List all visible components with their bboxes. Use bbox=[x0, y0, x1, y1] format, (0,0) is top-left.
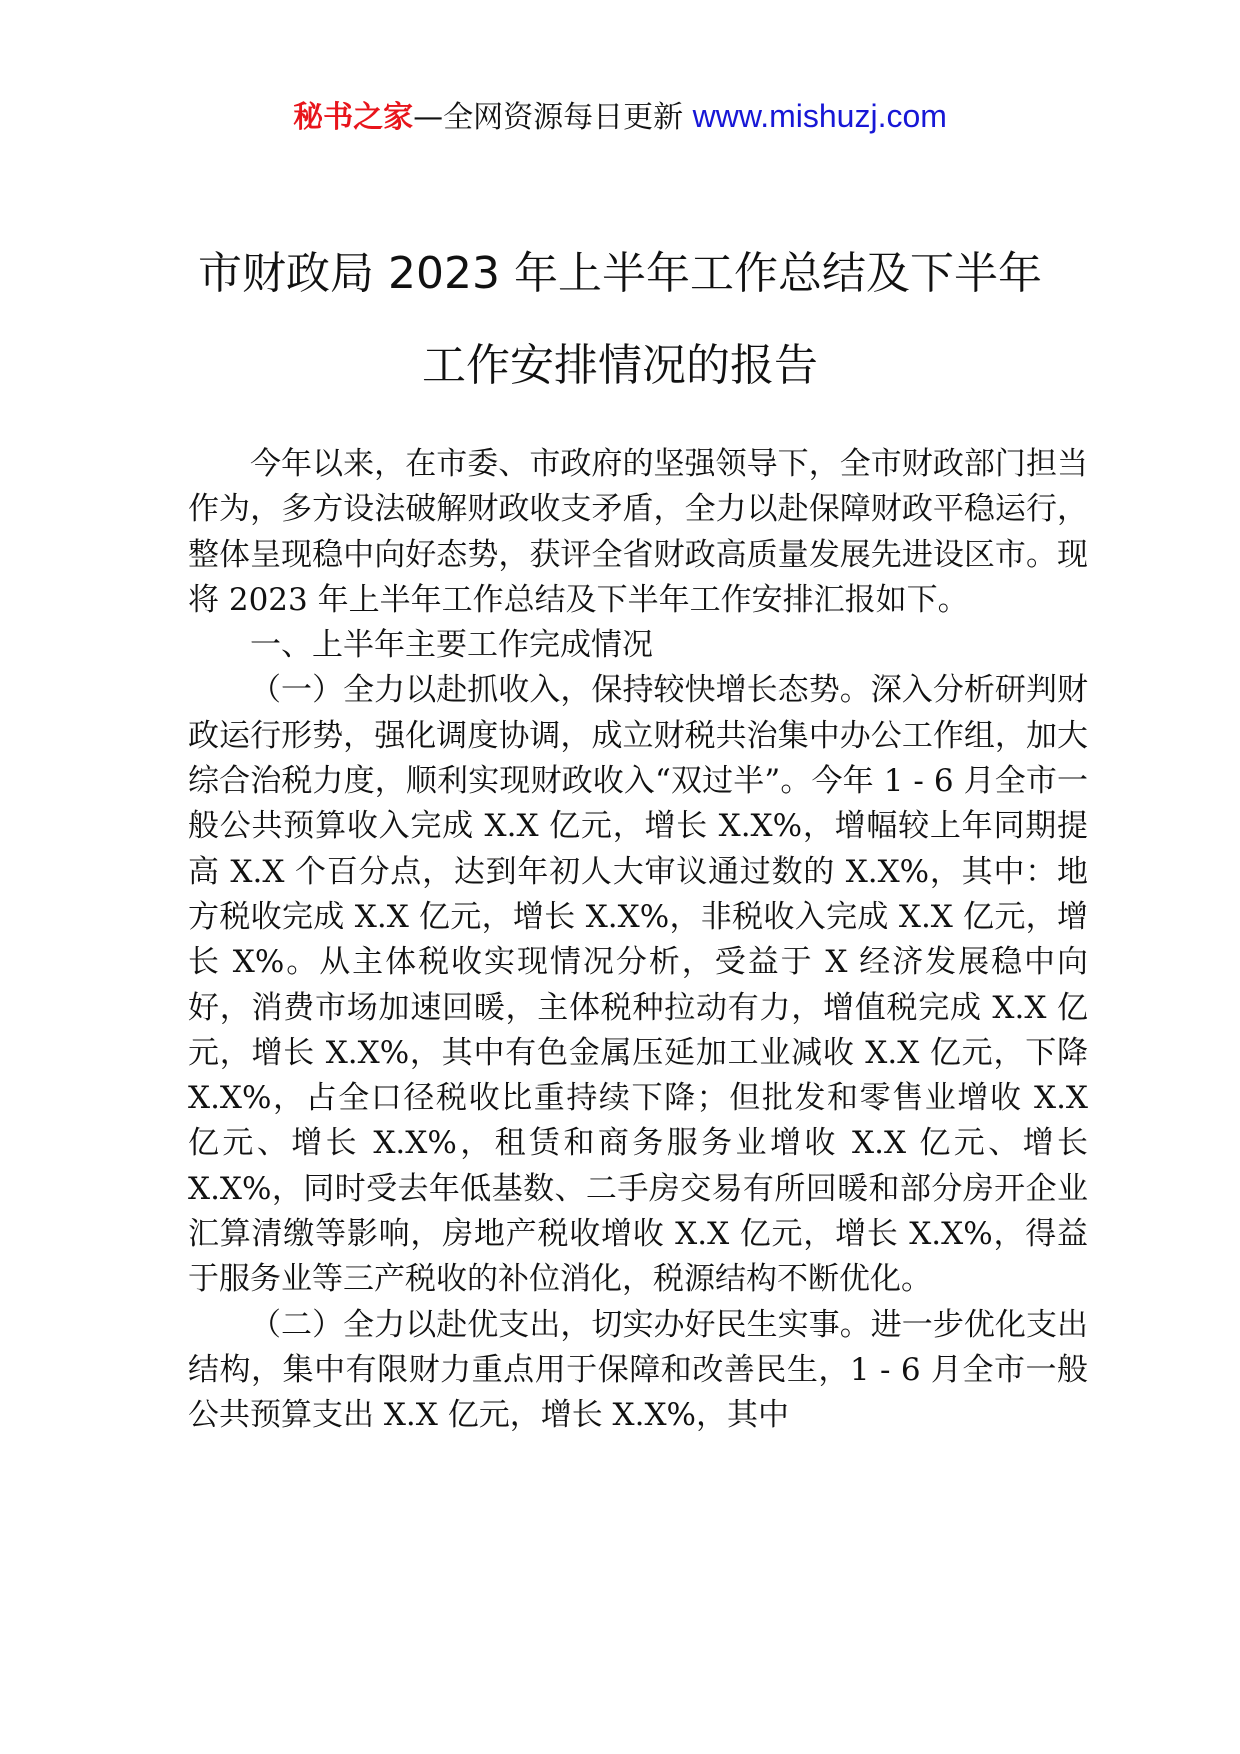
section-heading: 一、上半年主要工作完成情况 bbox=[250, 627, 653, 664]
income-paragraph: （一）全力以赴抓收入，保持较快增长态势。深入分析研判财政运行形势，强化调度协调，成立财税共治集中办公工作组，加大综合治税力度，顺利实现财政收入“双过半”。今年 1 - 6 月全市一般公共预算收入完成 X.X 亿元，增长 X.X%，增幅较上年同期提高 X.X 个百分点，达到年初人大审议通过数的 X.X%，其中：地方税收完成 X.X 亿元，增长 X.X%，非税收入完成 X.X 亿元，增长 X%。从主体税收实现情况分析，受益于 X 经济发展稳中向好，消费市场加速回暖，主体税种拉动有力，增值税完成 X.X 亿元，增长 X.X%，其中有色金属压延加工业减收 X.X 亿元，下降 X.X%，占全口径税收比重持续下降；但批发和零售业增收 X.X 亿元、增长 X.X%，租赁和商务服务业增收 X.X 亿元、增长 X.X%，同时受去年低基数、二手房交易有所回暖和部分房开企业汇算清缴等影响，房地产税收增收 X.X 亿元，增长 X.X%，得益于服务业等三产税收的补位消化，税源结构不断优化。 bbox=[188, 672, 1088, 1298]
title-line-2: 工作安排情况的报告 bbox=[422, 340, 818, 391]
brand-name: 秘书之家 bbox=[293, 100, 414, 135]
header-slogan: —全网资源每日更新 bbox=[413, 100, 684, 135]
site-url-link[interactable]: www.mishuzj.com bbox=[692, 98, 947, 134]
title-line-1: 市财政局 2023 年上半年工作总结及下半年 bbox=[198, 248, 1042, 299]
document-title bbox=[120, 228, 1120, 412]
intro-paragraph: 今年以来，在市委、市政府的坚强领导下，全市财政部门担当作为，多方设法破解财政收支矛盾，全力以赴保障财政平稳运行，整体呈现稳中向好态势，获评全省财政高质量发展先进设区市。现将 2023 年上半年工作总结及下半年工作安排汇报如下。 bbox=[188, 446, 1088, 618]
document-body bbox=[188, 442, 1088, 1439]
site-header bbox=[0, 96, 1240, 138]
expenditure-paragraph: （二）全力以赴优支出，切实办好民生实事。进一步优化支出结构，集中有限财力重点用于保障和改善民生，1 - 6 月全市一般公共预算支出 X.X 亿元，增长 X.X%，其中 bbox=[188, 1306, 1088, 1434]
